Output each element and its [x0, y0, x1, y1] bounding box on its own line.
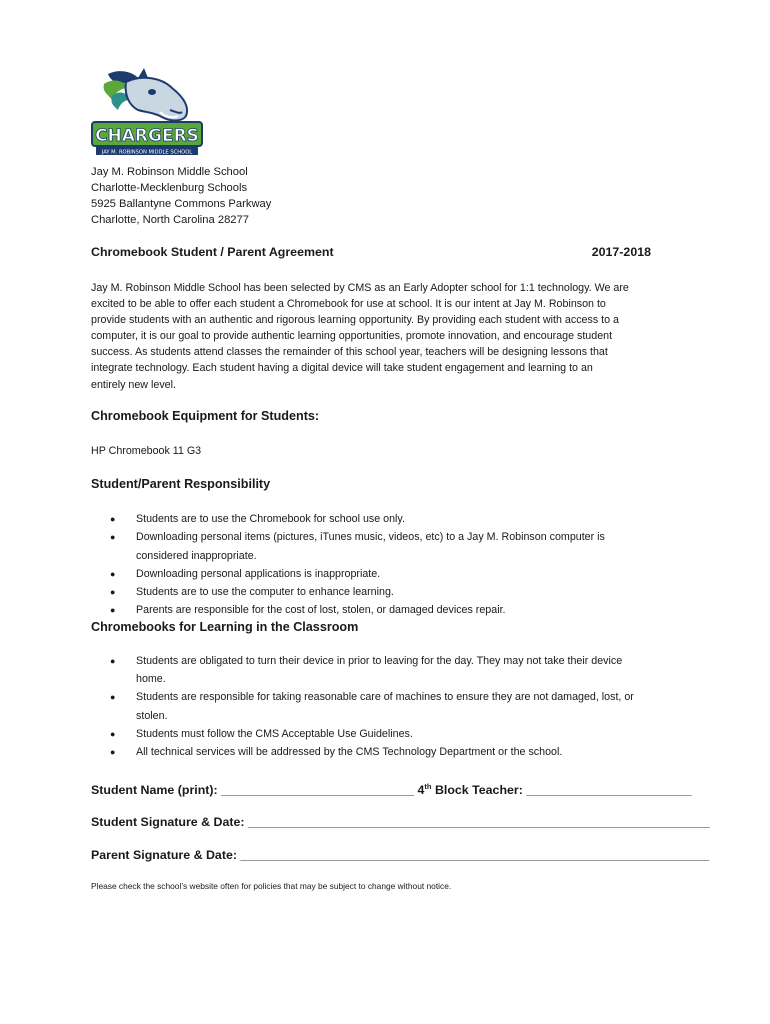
- intro-line: Jay M. Robinson Middle School has been selected by CMS as an Early Adopter school for 1:1 technology. We are: [91, 282, 629, 294]
- equipment-heading: Chromebook Equipment for Students:: [91, 409, 320, 423]
- intro-paragraph: [91, 280, 671, 393]
- teacher-field[interactable]: ________________________: [526, 783, 692, 798]
- document-title-row: [91, 245, 651, 259]
- list-item: ● Students must follow the CMS Acceptable Use Guidelines.: [110, 725, 680, 743]
- document-title: Chromebook Student / Parent Agreement: [91, 245, 334, 259]
- student-signature-label: Student Signature & Date:: [91, 815, 248, 829]
- intro-line: excited to be able to offer each student a Chromebook for use at school. It is our intent at Jay M. Robinson to: [91, 298, 606, 311]
- intro-line: success. As students attend classes the remainder of this school year, teachers will be designing lessons that: [91, 346, 608, 359]
- logo-text: CHARGERS: [95, 126, 199, 146]
- bullet-icon: ●: [110, 514, 116, 524]
- bullet-icon: ●: [110, 532, 116, 543]
- bullet-icon: ●: [110, 692, 116, 703]
- list-item: ● Students are obligated to turn their device in prior to leaving for the day. They may not take their device: [110, 652, 680, 670]
- intro-line: integrate technology. Each student having a digital device will take student engagement and learning to an: [91, 362, 593, 375]
- horse-mascot-icon: [90, 66, 206, 158]
- list-item: ● Parents are responsible for the cost of lost, stolen, or damaged devices repair.: [110, 601, 680, 619]
- list-item: ● Students are to use the computer to enhance learning.: [110, 583, 680, 601]
- student-name-row: [91, 782, 692, 797]
- bullet-icon: ●: [110, 747, 116, 758]
- student-name-field[interactable]: ____________________________: [221, 783, 415, 798]
- list-item-continuation: stolen.: [136, 709, 168, 722]
- teacher-label-prefix: 4: [414, 783, 425, 798]
- intro-line: entirely new level.: [91, 378, 176, 391]
- parent-signature-row: [91, 848, 709, 862]
- school-year: 2017-2018: [591, 245, 651, 259]
- responsibility-heading: Student/Parent Responsibility: [91, 477, 271, 491]
- student-name-label: Student Name (print):: [91, 783, 222, 798]
- student-signature-row: [91, 815, 710, 829]
- logo-subtext: JAY M. ROBINSON MIDDLE SCHOOL: [101, 149, 193, 156]
- list-item-continuation: home.: [136, 673, 166, 686]
- list-item-continuation: considered inappropriate.: [136, 549, 257, 562]
- classroom-list: [110, 652, 680, 761]
- list-item: ● Downloading personal applications is inappropriate.: [110, 565, 680, 583]
- parent-signature-field[interactable]: ____________________________________________________________________: [240, 848, 710, 862]
- address-line: Charlotte, North Carolina 28277: [91, 214, 249, 226]
- parent-signature-label: Parent Signature & Date:: [91, 848, 241, 862]
- address-line: Charlotte-Mecklenburg Schools: [91, 182, 248, 194]
- bullet-icon: ●: [110, 587, 116, 598]
- intro-line: computer, it is our goal to provide authentic learning opportunities, promote innovation, and encourage student: [91, 330, 613, 343]
- student-signature-field[interactable]: ___________________________________________________________________: [247, 815, 710, 829]
- teacher-label: Block Teacher:: [431, 783, 527, 798]
- bullet-icon: ●: [110, 568, 116, 579]
- bullet-icon: ●: [110, 656, 116, 666]
- school-address: [91, 164, 271, 228]
- address-line: 5925 Ballantyne Commons Parkway: [91, 198, 272, 210]
- bullet-icon: ●: [110, 728, 116, 739]
- list-item: ● Students are to use the Chromebook for school use only.: [110, 510, 680, 528]
- policy-footnote: Please check the school’s website often for policies that may be subject to change without notice.: [91, 881, 452, 891]
- address-line: Jay M. Robinson Middle School: [91, 166, 248, 178]
- intro-line: provide students with an authentic and rigorous learning opportunity. By providing each student with access to a: [91, 314, 619, 327]
- bullet-icon: ●: [110, 605, 116, 616]
- responsibility-list: [110, 510, 680, 620]
- classroom-heading: Chromebooks for Learning in the Classroom: [91, 620, 359, 634]
- list-item: ● Students are responsible for taking reasonable care of machines to ensure they are not damaged, lost, or: [110, 688, 680, 706]
- teacher-label-sup: th: [424, 782, 432, 791]
- school-logo: [90, 66, 206, 158]
- list-item: ● All technical services will be addressed by the CMS Technology Department or the school.: [110, 743, 680, 761]
- equipment-item: HP Chromebook 11 G3: [91, 445, 202, 457]
- list-item: ● Downloading personal items (pictures, iTunes music, videos, etc) to a Jay M. Robinson computer is: [110, 528, 680, 546]
